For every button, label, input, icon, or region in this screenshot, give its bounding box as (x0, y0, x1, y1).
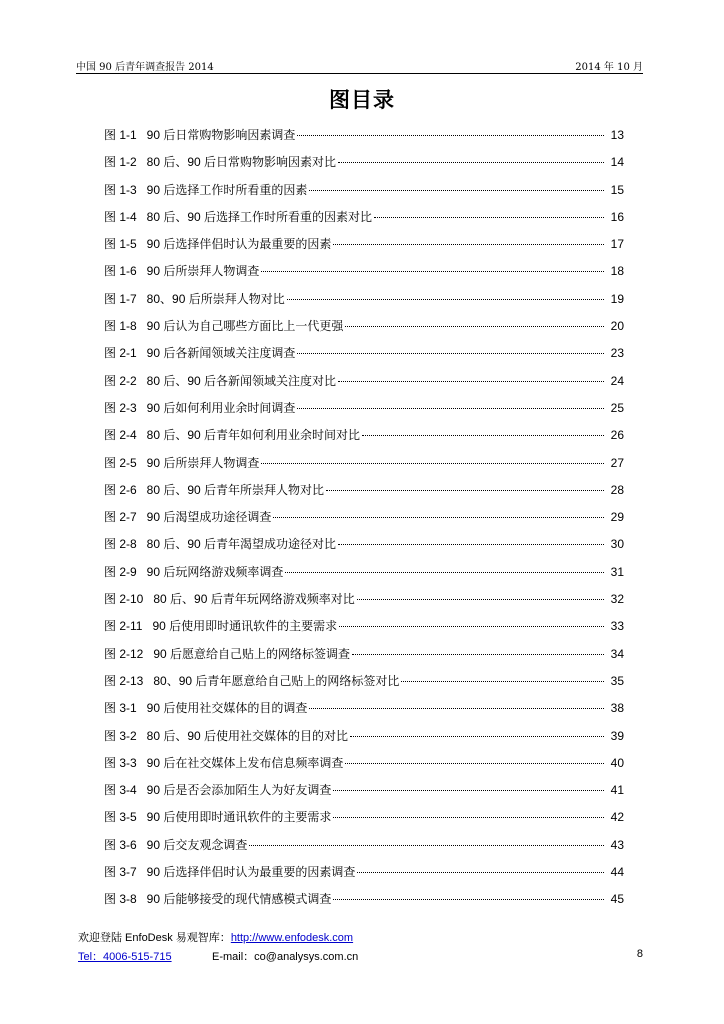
toc-entry[interactable] (104, 508, 624, 535)
toc-entry-label: 图 1-5 90 后选择伴侣时认为最重要的因素 (104, 237, 332, 252)
header-report-title: 中国 90 后青年调查报告 2014 (76, 62, 214, 73)
email-text: E-mail：co@analysys.com.cn (212, 951, 359, 963)
toc-entry-label: 图 2-8 80 后、90 后青年渴望成功途径对比 (104, 537, 337, 552)
toc-entry[interactable] (104, 727, 624, 754)
toc-entry[interactable] (104, 235, 624, 262)
toc-entry-label: 图 3-8 90 后能够接受的现代情感模式调查 (104, 892, 332, 907)
toc-entry-label: 图 3-7 90 后选择伴侣时认为最重要的因素调查 (104, 865, 356, 880)
dot-leader (345, 326, 604, 327)
dot-leader (339, 626, 604, 627)
toc-entry-page: 24 (610, 373, 624, 388)
toc-entry[interactable] (104, 290, 624, 317)
toc-entry-label: 图 2-11 90 后使用即时通讯软件的主要需求 (104, 619, 338, 634)
toc-entry[interactable] (104, 535, 624, 562)
toc-entry-label: 图 2-13 80、90 后青年愿意给自己贴上的网络标签对比 (104, 673, 400, 688)
toc-entry-label: 图 2-10 80 后、90 后青年玩网络游戏频率对比 (104, 592, 355, 607)
header-date: 2014 年 10 月 (575, 62, 643, 73)
toc-entry[interactable] (104, 208, 624, 235)
dot-leader (333, 790, 604, 791)
toc-entry-page: 38 (610, 701, 624, 716)
toc-entry-page: 27 (610, 455, 624, 470)
dot-leader (345, 763, 604, 764)
toc-entry[interactable] (104, 781, 624, 808)
toc-entry-page: 40 (610, 755, 624, 770)
toc-entry-label: 图 3-3 90 后在社交媒体上发布信息频率调查 (104, 755, 344, 770)
toc-entry-label: 图 1-4 80 后、90 后选择工作时所看重的因素对比 (104, 209, 373, 224)
page-number: 8 (636, 948, 643, 960)
toc-entry-page: 25 (610, 400, 624, 415)
toc-entry[interactable] (104, 399, 624, 426)
dot-leader (352, 654, 604, 655)
toc-entry-label: 图 1-3 90 后选择工作时所看重的因素 (104, 182, 308, 197)
toc-entry[interactable] (104, 153, 624, 180)
toc-entry-label: 图 3-5 90 后使用即时通讯软件的主要需求 (104, 810, 332, 825)
dot-leader (338, 381, 604, 382)
toc-entry-page: 13 (610, 128, 624, 142)
toc-entry-page: 28 (610, 482, 624, 497)
toc-entry-label: 图 2-7 90 后渴望成功途径调查 (104, 510, 272, 525)
toc-entry-label: 图 1-8 90 后认为自己哪些方面比上一代更强 (104, 319, 344, 334)
dot-leader (338, 162, 604, 163)
toc-entry[interactable] (104, 426, 624, 453)
toc-entry-label: 图 3-2 80 后、90 后使用社交媒体的目的对比 (104, 728, 349, 743)
dot-leader (261, 463, 604, 464)
toc-entry-page: 42 (610, 810, 624, 825)
toc-entry-page: 20 (610, 319, 624, 334)
toc-entry-label: 图 1-2 80 后、90 后日常购物影响因素对比 (104, 155, 337, 170)
toc-entry-label: 图 2-2 80 后、90 后各新闻领域关注度对比 (104, 373, 337, 388)
toc-entry-page: 32 (610, 592, 624, 607)
toc-entry-page: 44 (610, 865, 624, 880)
toc-entry-page: 39 (610, 728, 624, 743)
toc-entry[interactable] (104, 126, 624, 153)
toc-entry-page: 14 (610, 155, 624, 170)
dot-leader (333, 244, 604, 245)
dot-leader (297, 353, 604, 354)
toc-entry-page: 16 (610, 209, 624, 224)
toc-entry-page: 19 (610, 291, 624, 306)
toc-entry-label: 图 1-7 80、90 后所崇拜人物对比 (104, 291, 285, 306)
footer-welcome-text: 欢迎登陆 EnfoDesk 易观智库： (78, 932, 231, 944)
toc-entry-page: 17 (610, 237, 624, 252)
toc-entry[interactable] (104, 262, 624, 289)
toc-entry[interactable] (104, 563, 624, 590)
toc-entry[interactable] (104, 890, 624, 917)
toc-entry-label: 图 1-1 90 后日常购物影响因素调查 (104, 128, 296, 142)
toc-entry-page: 45 (610, 892, 624, 907)
dot-leader (357, 599, 604, 600)
toc-entry-label: 图 3-6 90 后交友观念调查 (104, 837, 248, 852)
toc-entry-page: 33 (610, 619, 624, 634)
toc-entry-page: 30 (610, 537, 624, 552)
toc-entry[interactable] (104, 699, 624, 726)
toc-entry[interactable] (104, 808, 624, 835)
website-link[interactable]: http://www.enfodesk.com (230, 932, 354, 944)
toc-entry-page: 15 (610, 182, 624, 197)
toc-entry[interactable] (104, 481, 624, 508)
dot-leader (333, 817, 604, 818)
toc-entry-label: 图 2-3 90 后如何利用业余时间调查 (104, 400, 296, 415)
toc-entry-page: 18 (610, 264, 624, 279)
toc-entry[interactable] (104, 836, 624, 863)
toc-entry-page: 31 (610, 564, 624, 579)
footer-contact-line (78, 948, 643, 964)
toc-entry-label: 图 2-12 90 后愿意给自己贴上的网络标签调查 (104, 646, 351, 661)
dot-leader (362, 435, 604, 436)
toc-entry[interactable] (104, 181, 624, 208)
toc-entry[interactable] (104, 617, 624, 644)
toc-entry[interactable] (104, 590, 624, 617)
toc-entry-label: 图 3-1 90 后使用社交媒体的目的调查 (104, 701, 308, 716)
toc-entry-label: 图 2-6 80 后、90 后青年所崇拜人物对比 (104, 482, 325, 497)
toc-entry[interactable] (104, 672, 624, 699)
dot-leader (326, 490, 604, 491)
dot-leader (333, 899, 604, 900)
toc-entry-page: 41 (610, 783, 624, 798)
toc-entry-label: 图 2-1 90 后各新闻领域关注度调查 (104, 346, 296, 361)
dot-leader (309, 190, 604, 191)
toc-entry-label: 图 2-4 80 后、90 后青年如何利用业余时间对比 (104, 428, 361, 443)
dot-leader (249, 845, 604, 846)
dot-leader (374, 217, 604, 218)
toc-entry-page: 35 (610, 673, 624, 688)
toc-entry-page: 34 (610, 646, 624, 661)
figure-list (104, 126, 624, 918)
toc-entry-page: 26 (610, 428, 624, 443)
toc-entry-page: 23 (610, 346, 624, 361)
toc-entry-page: 43 (610, 837, 624, 852)
toc-entry-page: 29 (610, 510, 624, 525)
page-title: 图目录 (329, 87, 395, 112)
toc-entry[interactable] (104, 372, 624, 399)
dot-leader (401, 681, 604, 682)
toc-entry-label: 图 3-4 90 后是否会添加陌生人为好友调查 (104, 783, 332, 798)
toc-entry[interactable] (104, 344, 624, 371)
toc-entry[interactable] (104, 317, 624, 344)
toc-entry-label: 图 2-5 90 后所崇拜人物调查 (104, 455, 260, 470)
phone-link[interactable]: Tel：4006-515-715 (78, 951, 172, 963)
dot-leader (285, 572, 604, 573)
dot-leader (350, 736, 604, 737)
dot-leader (297, 408, 604, 409)
dot-leader (287, 299, 604, 300)
dot-leader (273, 517, 604, 518)
page-header (76, 56, 643, 74)
footer-welcome-line (78, 929, 643, 945)
toc-entry[interactable] (104, 454, 624, 481)
dot-leader (309, 708, 604, 709)
toc-entry-label: 图 1-6 90 后所崇拜人物调查 (104, 264, 260, 279)
dot-leader (338, 544, 604, 545)
dot-leader (357, 872, 604, 873)
dot-leader (261, 271, 604, 272)
toc-entry-label: 图 2-9 90 后玩网络游戏频率调查 (104, 564, 284, 579)
toc-entry[interactable] (104, 863, 624, 890)
toc-entry[interactable] (104, 754, 624, 781)
dot-leader (297, 135, 604, 136)
toc-entry[interactable] (104, 645, 624, 672)
